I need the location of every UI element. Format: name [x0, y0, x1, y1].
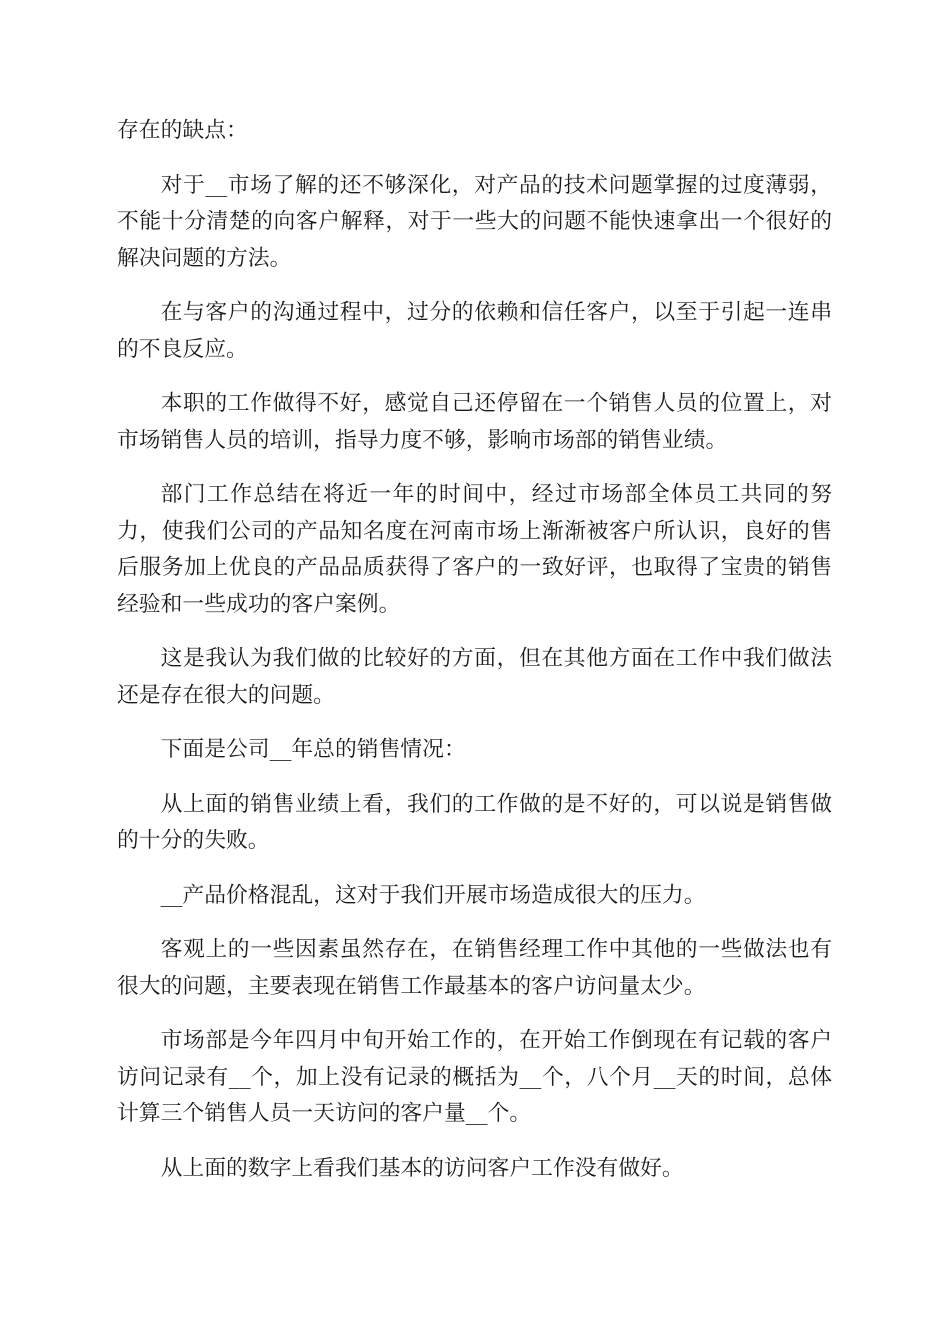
paragraph-sales-failure: 从上面的销售业绩上看，我们的工作做的是不好的，可以说是销售做的十分的失败。: [117, 791, 832, 853]
paragraph-price-confusion: __产品价格混乱，这对于我们开展市场造成很大的压力。: [160, 882, 706, 908]
paragraph-department-summary: 部门工作总结在将近一年的时间中，经过市场部全体员工共同的努力，使我们公司的产品知名度在河南市场上渐渐被客户所认识，良好的售后服务加上优良的产品品质获得了客户的一致好评，也取得了宝贵的销售经验和一些成功的客户案例。: [117, 482, 832, 617]
paragraph-sales-situation-intro: 下面是公司__年总的销售情况：: [160, 737, 466, 762]
paragraph-good-aspects: 这是我认为我们做的比较好的方面，但在其他方面在工作中我们做法还是存在很大的问题。: [117, 646, 832, 708]
paragraph-job-performance: 本职的工作做得不好，感觉自己还停留在一个销售人员的位置上，对市场销售人员的培训，指导力度不够，影响市场部的销售业绩。: [117, 391, 832, 453]
paragraph-visit-records: 市场部是今年四月中旬开始工作的，在开始工作倒现在有记载的客户访问记录有__个，加上没有记录的概括为__个，八个月__天的时间，总体计算三个销售人员一天访问的客户量__个。: [117, 1028, 832, 1126]
paragraph-customer-communication: 在与客户的沟通过程中，过分的依赖和信任客户，以至于引起一连串的不良反应。: [117, 300, 832, 362]
paragraph-shortcomings-heading: 存在的缺点：: [117, 118, 248, 143]
paragraph-objective-factors: 客观上的一些因素虽然存在，在销售经理工作中其他的一些做法也有很大的问题，主要表现在销售工作最基本的客户访问量太少。: [117, 937, 832, 999]
paragraph-market-understanding: 对于__市场了解的还不够深化，对产品的技术问题掌握的过度薄弱，不能十分清楚的向客户解释，对于一些大的问题不能快速拿出一个很好的解决问题的方法。: [117, 172, 832, 271]
paragraph-visit-conclusion: 从上面的数字上看我们基本的访问客户工作没有做好。: [160, 1155, 684, 1181]
